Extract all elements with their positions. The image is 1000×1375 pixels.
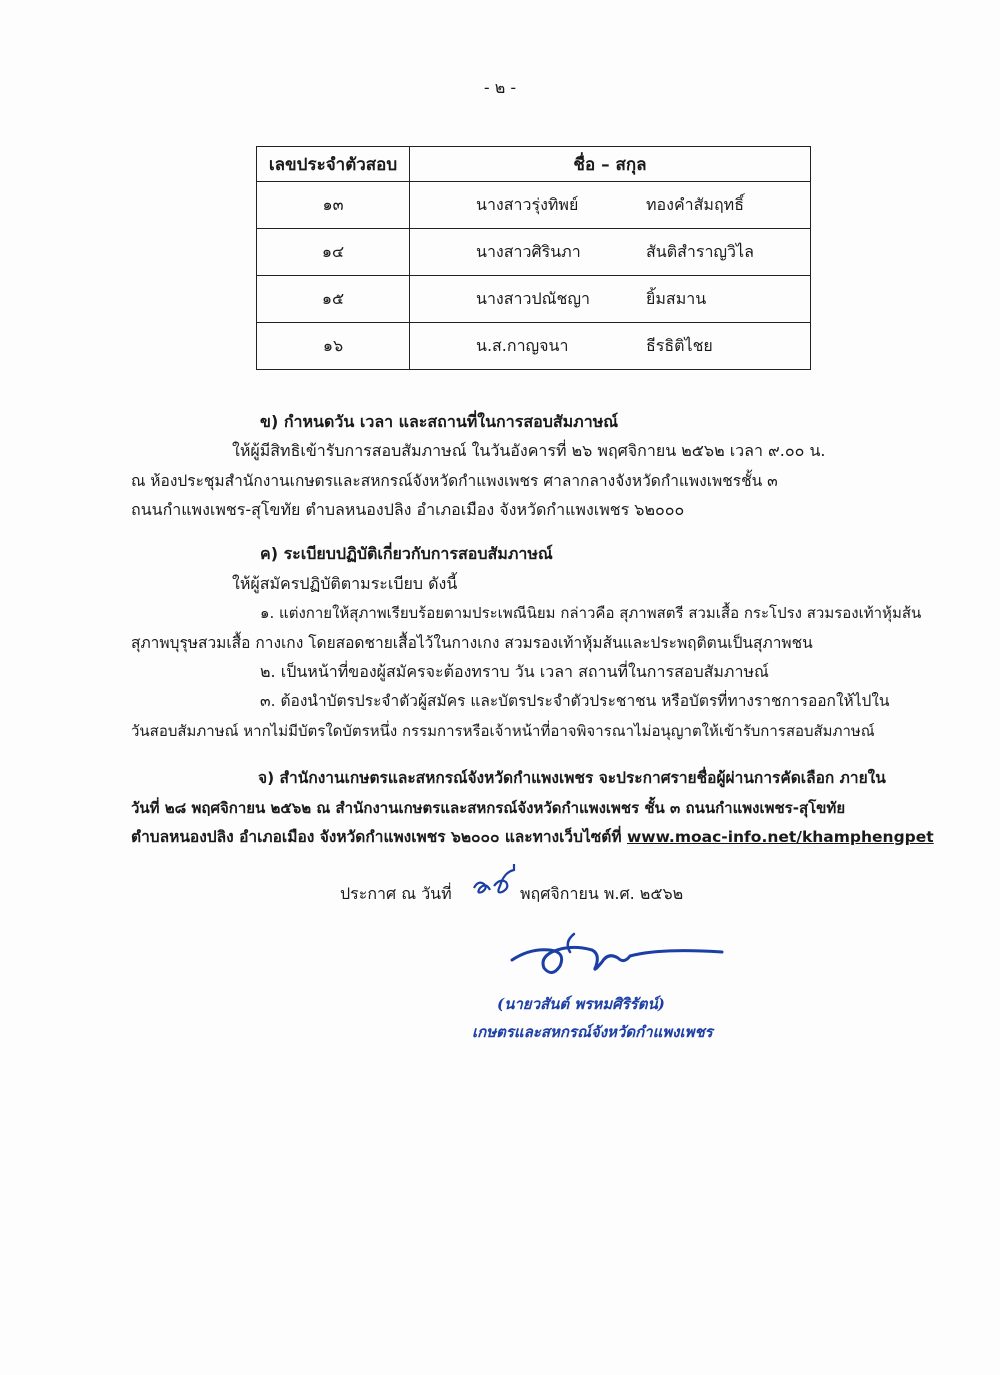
announcement-suffix: พฤศจิกายน พ.ศ. ๒๕๖๒: [520, 884, 684, 903]
exam-id-cell: ๑๓: [257, 182, 410, 229]
section-c-line: ๓. ต้องนำบัตรประจำตัวผู้สมัคร และบัตรประจำตัวประชาชน หรือบัตรที่ทางราชการออกให้ไปใน: [260, 692, 890, 710]
handwritten-day: [470, 858, 520, 898]
name-cell: [410, 229, 811, 276]
section-c-line: ให้ผู้สมัครปฏิบัติตามระเบียบ ดังนี้: [232, 574, 458, 593]
section-d-line: วันที่ ๒๘ พฤศจิกายน ๒๕๖๒ ณ สำนักงานเกษตรและสหกรณ์จังหวัดกำแพงเพชร ชั้น ๓ ถนนกำแพงเพชร-สุโขทัย: [131, 799, 846, 817]
section-b-line: ให้ผู้มีสิทธิเข้ารับการสอบสัมภาษณ์ ในวันอังคารที่ ๒๖ พฤศจิกายน ๒๕๖๒ เวลา ๙.๐๐ น.: [232, 441, 826, 460]
column-header-name: ชื่อ – สกุล: [410, 147, 811, 182]
first-name: น.ส.กาญจนา: [476, 335, 569, 355]
table-row: [257, 276, 811, 323]
section-b-line: ถนนกำแพงเพชร-สุโขทัย ตำบลหนองปลิง อำเภอเมือง จังหวัดกำแพงเพชร ๖๒๐๐๐: [131, 500, 685, 519]
column-header-exam-id: เลขประจำตัวสอบ: [257, 147, 410, 182]
exam-id-cell: ๑๕: [257, 276, 410, 323]
table-row: [257, 323, 811, 370]
section-d-line: จ) สำนักงานเกษตรและสหกรณ์จังหวัดกำแพงเพชร จะประกาศรายชื่อผู้ผ่านการคัดเลือก ภายใน: [258, 769, 886, 787]
website-link[interactable]: www.moac-info.net/khamphengpet: [626, 828, 934, 846]
section-c-heading: ค) ระเบียบปฏิบัติเกี่ยวกับการสอบสัมภาษณ์: [260, 544, 553, 563]
section-b-heading: ข) กำหนดวัน เวลา และสถานที่ในการสอบสัมภาษณ์: [260, 412, 619, 431]
candidate-table: [256, 146, 811, 370]
announcement-prefix: ประกาศ ณ วันที่: [340, 884, 452, 903]
first-name: นางสาวปณัชญา: [476, 288, 590, 308]
section-d-text: ตำบลหนองปลิง อำเภอเมือง จังหวัดกำแพงเพชร ๖๒๐๐๐ และทางเว็บไซต์ที่: [131, 828, 622, 846]
section-c-line: วันสอบสัมภาษณ์ หากไม่มีบัตรใดบัตรหนึ่ง กรรมการหรือเจ้าหน้าที่อาจพิจารณาไม่อนุญาตให้เข้ารับการสอบสัมภาษณ์: [131, 722, 875, 740]
section-c-line: ๑. แต่งกายให้สุภาพเรียบร้อยตามประเพณีนิยม กล่าวคือ สุภาพสตรี สวมเสื้อ กระโปรง สวมรองเท้าหุ้มส้น: [260, 604, 922, 622]
table-header-row: [257, 147, 811, 182]
table-row: [257, 182, 811, 229]
table-row: [257, 229, 811, 276]
section-c-line: สุภาพบุรุษสวมเสื้อ กางเกง โดยสอดชายเสื้อไว้ในกางเกง สวมรองเท้าหุ้มส้นและประพฤติตนเป็นสุภาพชน: [131, 634, 813, 652]
first-name: นางสาวรุ่งทิพย์: [476, 194, 579, 214]
signatory-title: เกษตรและสหกรณ์จังหวัดกำแพงเพชร: [472, 1023, 713, 1041]
last-name: ธีรธิติไชย: [646, 335, 713, 355]
last-name: สันติสำราญวิไล: [646, 241, 754, 261]
exam-id-cell: ๑๖: [257, 323, 410, 370]
name-cell: [410, 323, 811, 370]
section-d-line: [131, 827, 934, 847]
page-number: - ๒ -: [483, 78, 517, 97]
last-name: ยิ้มสมาน: [646, 288, 707, 308]
section-c-line: ๒. เป็นหน้าที่ของผู้สมัครจะต้องทราบ วัน เวลา สถานที่ในการสอบสัมภาษณ์: [260, 662, 769, 681]
signature: [500, 922, 730, 1002]
last-name: ทองคำสัมฤทธิ์: [646, 194, 744, 214]
exam-id-cell: ๑๔: [257, 229, 410, 276]
name-cell: [410, 182, 811, 229]
signatory-name: (นายวสันต์ พรหมศิริรัตน์): [497, 995, 665, 1013]
section-b-line: ณ ห้องประชุมสำนักงานเกษตรและสหกรณ์จังหวัดกำแพงเพชร ศาลากลางจังหวัดกำแพงเพชรชั้น ๓: [131, 472, 778, 490]
first-name: นางสาวศิรินภา: [476, 241, 581, 261]
name-cell: [410, 276, 811, 323]
